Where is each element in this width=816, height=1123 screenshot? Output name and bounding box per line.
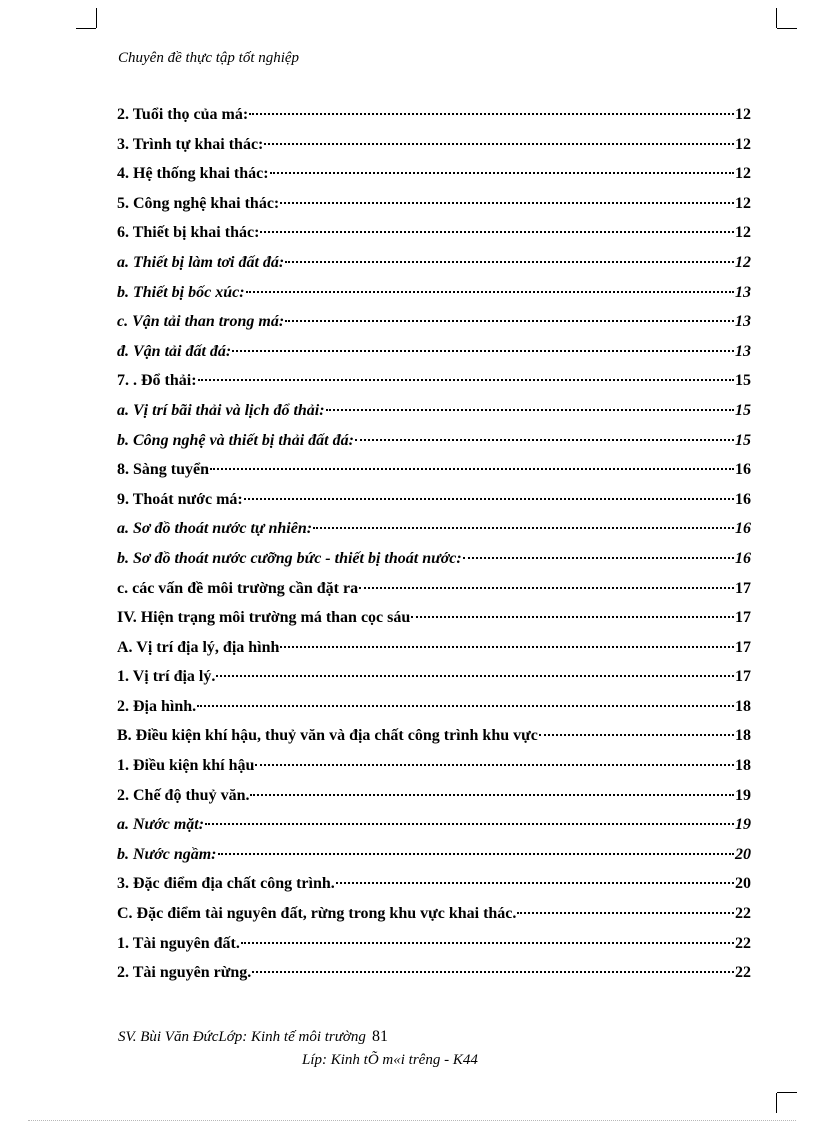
toc-entry	[117, 337, 751, 367]
toc-entry-page: 16	[735, 549, 751, 567]
toc-entry-title: b. Công nghệ và thiết bị thải đất đá:	[117, 431, 354, 449]
toc-entry-title: B. Điều kiện khí hậu, thuỷ văn và địa chất công trình khu vực	[117, 727, 538, 745]
toc-entry	[117, 692, 751, 722]
footer-author: SV. Bùi Văn ĐứcLớp: Kinh tế môi trường	[118, 1029, 366, 1045]
toc-entry-title: IV. Hiện trạng môi trường má than cọc sáu	[117, 609, 411, 627]
toc-entry-title: c. Vận tải than trong má:	[117, 313, 285, 331]
toc-dot-leader	[313, 527, 734, 529]
toc-entry	[117, 840, 751, 870]
toc-entry	[117, 189, 751, 219]
toc-entry-page: 13	[735, 283, 751, 301]
toc-dot-leader	[216, 675, 734, 677]
toc-entry-title: 8. Sàng tuyển	[117, 461, 210, 479]
toc-dot-leader	[264, 143, 734, 145]
table-of-contents	[117, 100, 751, 988]
toc-entry-page: 12	[735, 165, 751, 183]
toc-entry	[117, 899, 751, 929]
crop-mark	[776, 1093, 777, 1113]
toc-entry-page: 12	[735, 106, 751, 123]
toc-entry-page: 12	[735, 194, 751, 212]
toc-dot-leader	[355, 439, 734, 441]
toc-entry	[117, 633, 751, 663]
toc-entry-title: c. các vấn đề môi trường cần đặt ra	[117, 579, 359, 597]
toc-entry	[117, 781, 751, 811]
crop-mark	[777, 1092, 797, 1093]
toc-dot-leader	[280, 646, 734, 648]
toc-entry-title: 5. Công nghệ khai thác:	[117, 194, 280, 212]
toc-entry	[117, 159, 751, 189]
toc-dot-leader	[232, 350, 734, 352]
toc-entry	[117, 455, 751, 485]
toc-entry	[117, 100, 751, 130]
toc-dot-leader	[198, 379, 734, 381]
toc-dot-leader	[205, 823, 734, 825]
toc-entry	[117, 130, 751, 160]
toc-entry	[117, 662, 751, 692]
toc-entry-title: b. Thiết bị bốc xúc:	[117, 283, 245, 301]
toc-entry-title: A. Vị trí địa lý, địa hình	[117, 638, 280, 656]
toc-entry-page: 16	[735, 490, 751, 508]
toc-entry	[117, 751, 751, 781]
toc-dot-leader	[280, 202, 734, 204]
toc-entry-page: 19	[735, 786, 751, 804]
toc-entry-title: 3. Trình tự khai thác:	[117, 135, 264, 153]
footer-author-line	[118, 1028, 388, 1046]
toc-dot-leader	[250, 794, 734, 796]
toc-dot-leader	[210, 468, 734, 470]
toc-entry-page: 22	[735, 934, 751, 952]
footer-class-line: Líp: Kinh tÕ m«i trêng - K44	[302, 1052, 478, 1068]
footer-page-number: 81	[371, 1028, 388, 1045]
toc-entry-page: 17	[735, 638, 751, 656]
toc-entry-title: 2. Tuổi thọ của má:	[117, 106, 249, 123]
toc-entry-title: b. Sơ đồ thoát nước cưỡng bức - thiết bị thoát nước:	[117, 549, 462, 567]
toc-dot-leader	[218, 853, 735, 855]
toc-entry-title: 7. . Đổ thải:	[117, 372, 197, 390]
toc-entry	[117, 307, 751, 337]
toc-entry-page: 13	[735, 313, 751, 331]
crop-mark	[777, 28, 797, 29]
toc-dot-leader	[197, 705, 734, 707]
toc-entry-page: 17	[735, 668, 751, 686]
toc-entry	[117, 721, 751, 751]
page-bottom-rule	[28, 1120, 796, 1121]
toc-entry-title: a. Vị trí bãi thải và lịch đổ thải:	[117, 401, 325, 419]
toc-entry	[117, 514, 751, 544]
toc-dot-leader	[285, 261, 734, 263]
toc-entry-page: 17	[735, 579, 751, 597]
toc-entry-page: 18	[735, 697, 751, 715]
toc-entry	[117, 869, 751, 899]
toc-dot-leader	[249, 113, 734, 115]
toc-entry	[117, 485, 751, 515]
toc-entry	[117, 958, 751, 988]
toc-entry-title: 2. Tài nguyên rừng.	[117, 964, 252, 982]
toc-entry-title: đ. Vận tải đất đá:	[117, 342, 232, 360]
toc-entry-page: 16	[735, 520, 751, 538]
toc-dot-leader	[359, 587, 734, 589]
toc-entry-page: 15	[735, 431, 751, 449]
toc-entry-title: 2. Chế độ thuỷ văn.	[117, 786, 250, 804]
toc-entry	[117, 574, 751, 604]
toc-entry	[117, 810, 751, 840]
toc-entry-page: 18	[735, 727, 751, 745]
toc-dot-leader	[517, 912, 734, 914]
toc-entry	[117, 426, 751, 456]
toc-entry-page: 22	[735, 905, 751, 923]
toc-dot-leader	[252, 971, 734, 973]
toc-entry-page: 13	[735, 342, 751, 360]
toc-entry-title: a. Thiết bị làm tơi đất đá:	[117, 253, 285, 271]
crop-mark	[776, 8, 777, 28]
toc-entry-title: C. Đặc điểm tài nguyên đất, rừng trong khu vực khai thác.	[117, 905, 517, 923]
toc-entry-page: 12	[735, 135, 751, 153]
toc-entry-page: 22	[735, 964, 751, 982]
toc-entry-title: 6. Thiết bị khai thác:	[117, 224, 260, 242]
toc-entry-page: 18	[735, 757, 751, 775]
toc-dot-leader	[336, 882, 734, 884]
toc-dot-leader	[285, 320, 734, 322]
toc-entry	[117, 603, 751, 633]
toc-entry-title: 1. Tài nguyên đất.	[117, 934, 240, 952]
toc-entry-title: 1. Điều kiện khí hậu	[117, 757, 255, 775]
toc-entry-page: 15	[735, 372, 751, 390]
toc-entry-title: 2. Địa hình.	[117, 697, 197, 715]
crop-mark	[96, 8, 97, 28]
toc-entry-page: 16	[735, 461, 751, 479]
toc-entry	[117, 544, 751, 574]
toc-entry-page: 12	[735, 253, 751, 271]
toc-dot-leader	[270, 172, 734, 174]
toc-dot-leader	[539, 734, 734, 736]
toc-entry-page: 20	[735, 845, 751, 863]
toc-entry	[117, 278, 751, 308]
toc-entry-title: 9. Thoát nước má:	[117, 490, 243, 508]
toc-entry-page: 17	[735, 609, 751, 627]
toc-entry-title: 4. Hệ thống khai thác:	[117, 165, 269, 183]
toc-entry	[117, 218, 751, 248]
running-header: Chuyên đề thực tập tốt nghiệp	[118, 50, 300, 66]
toc-entry	[117, 396, 751, 426]
toc-entry-page: 20	[735, 875, 751, 893]
toc-entry-title: 1. Vị trí địa lý.	[117, 668, 216, 686]
toc-entry-page: 19	[735, 816, 751, 834]
toc-dot-leader	[255, 764, 734, 766]
toc-entry-page: 15	[735, 401, 751, 419]
toc-entry	[117, 248, 751, 278]
toc-dot-leader	[326, 409, 734, 411]
toc-dot-leader	[241, 942, 734, 944]
toc-dot-leader	[463, 557, 734, 559]
toc-dot-leader	[260, 231, 734, 233]
toc-entry-title: a. Nước mặt:	[117, 816, 205, 834]
toc-entry-page: 12	[735, 224, 751, 242]
toc-entry-title: a. Sơ đồ thoát nước tự nhiên:	[117, 520, 313, 538]
toc-dot-leader	[244, 498, 734, 500]
toc-entry	[117, 929, 751, 959]
toc-entry-title: b. Nước ngầm:	[117, 845, 217, 863]
toc-entry-title: 3. Đặc điểm địa chất công trình.	[117, 875, 335, 893]
toc-dot-leader	[411, 616, 734, 618]
toc-entry	[117, 366, 751, 396]
crop-mark	[76, 28, 96, 29]
toc-dot-leader	[246, 291, 734, 293]
